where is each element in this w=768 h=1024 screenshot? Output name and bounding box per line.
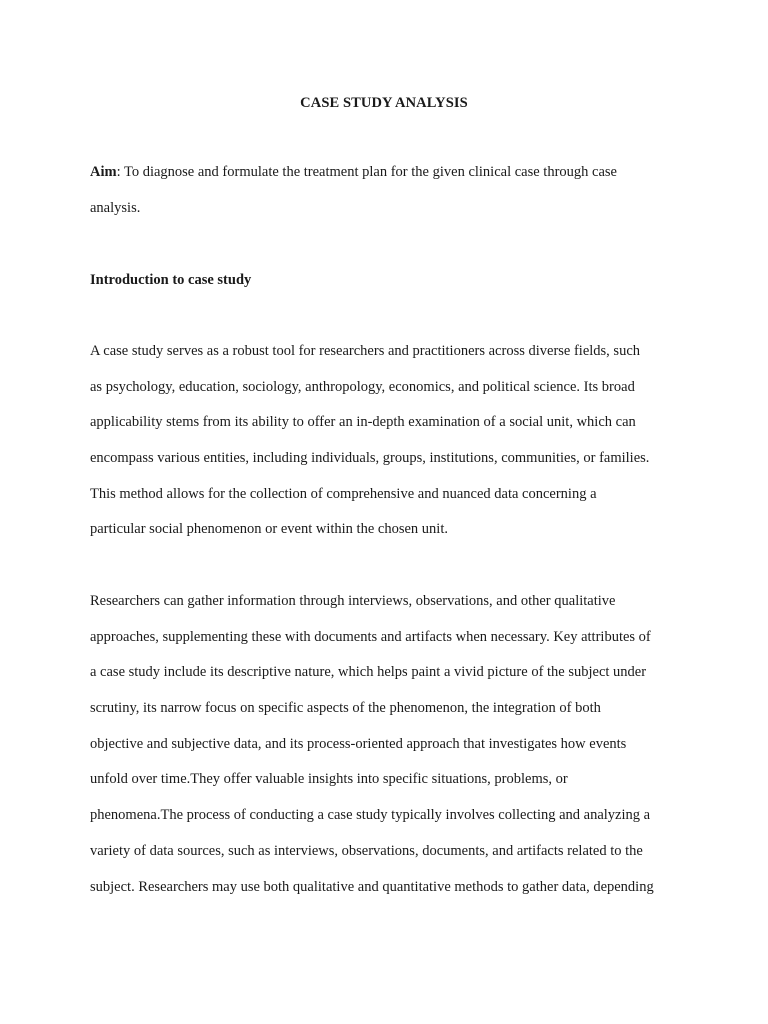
paragraph-line: variety of data sources, such as interviews, observations, documents, and artifacts related to the — [90, 842, 643, 859]
paragraph-line: This method allows for the collection of comprehensive and nuanced data concerning a — [90, 485, 597, 502]
paragraph-line: as psychology, education, sociology, anthropology, economics, and political science. Its broad — [90, 378, 635, 395]
aim-line: analysis. — [90, 199, 141, 216]
paragraph-1 — [90, 334, 690, 548]
paragraph-line: scrutiny, its narrow focus on specific aspects of the phenomenon, the integration of both — [90, 700, 601, 717]
aim-label: Aim — [90, 164, 117, 180]
section-heading-introduction: Introduction to case study — [90, 272, 252, 288]
paragraph-line: subject. Researchers may use both qualitative and quantitative methods to gather data, depending — [90, 878, 654, 895]
document-title: CASE STUDY ANALYSIS — [300, 95, 468, 111]
paragraph-line: approaches, supplementing these with documents and artifacts when necessary. Key attributes of — [90, 628, 651, 645]
aim-text: : To diagnose and formulate the treatment plan for the given clinical case through case — [116, 164, 617, 180]
paragraph-line: unfold over time.They offer valuable insights into specific situations, problems, or — [90, 771, 568, 788]
paragraph-line: a case study include its descriptive nature, which helps paint a vivid picture of the subject under — [90, 664, 647, 681]
paragraph-2 — [90, 584, 690, 905]
paragraph-line: Researchers can gather information through interviews, observations, and other qualitative — [90, 593, 616, 609]
paragraph-line: phenomena.The process of conducting a case study typically involves collecting and analyzing a — [90, 807, 651, 824]
paragraph-line: particular social phenomenon or event within the chosen unit. — [90, 521, 448, 538]
paragraph-line: encompass various entities, including individuals, groups, institutions, communities, or families. — [90, 450, 650, 467]
aim-section — [90, 155, 690, 226]
paragraph-line: A case study serves as a robust tool for researchers and practitioners across diverse fields, such — [90, 343, 641, 359]
paragraph-line: objective and subjective data, and its process-oriented approach that investigates how events — [90, 735, 627, 752]
aim-line — [90, 155, 690, 191]
paragraph-line: applicability stems from its ability to offer an in-depth examination of a social unit, which can — [90, 414, 636, 431]
